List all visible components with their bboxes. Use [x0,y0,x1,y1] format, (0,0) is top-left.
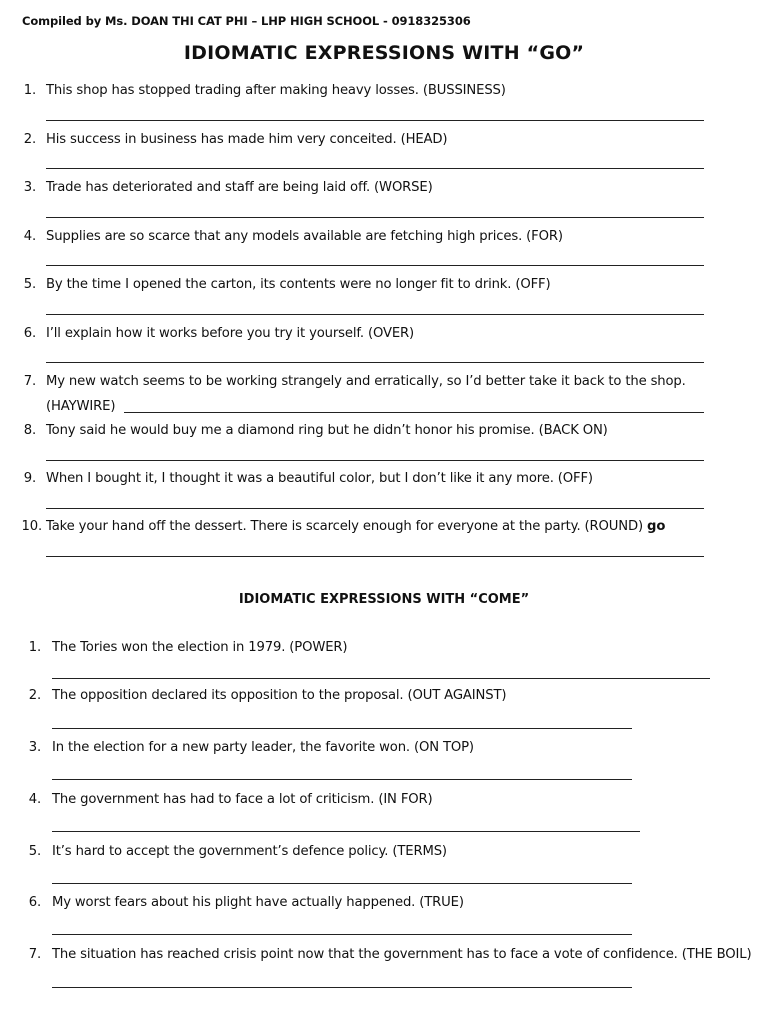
question-text: The government has had to face a lot of criticism. (IN FOR) [52,792,433,807]
answer-line[interactable] [46,362,704,363]
question-number: 10. [21,519,42,534]
question-number: 5. [28,844,41,859]
page-title: IDIOMATIC EXPRESSIONS WITH “GO” [183,42,585,64]
question-number: 4. [23,229,36,244]
question-text: By the time I opened the carton, its contents were no longer fit to drink. (OFF) [46,277,551,292]
question-text: The situation has reached crisis point now that the government has to face a vote of confidence. (THE BOIL) [52,947,752,962]
answer-line[interactable] [52,779,632,780]
question-text: My new watch seems to be working strangely and erratically, so I’d better take it back to the shop. [46,374,686,389]
bold-note: go [647,519,666,534]
question-number: 5. [23,277,36,292]
question-number: 6. [28,895,41,910]
answer-line[interactable] [46,168,704,169]
answer-line[interactable] [52,678,710,679]
answer-line[interactable] [124,412,704,413]
answer-line[interactable] [52,883,632,884]
question-text: His success in business has made him very conceited. (HEAD) [46,132,448,147]
question-continuation: (HAYWIRE) [46,399,116,414]
question-text: The opposition declared its opposition to the proposal. (OUT AGAINST) [52,688,507,703]
answer-line[interactable] [52,831,640,832]
answer-line[interactable] [46,314,704,315]
question-text: I’ll explain how it works before you try it yourself. (OVER) [46,326,415,341]
answer-line[interactable] [52,728,632,729]
answer-line[interactable] [46,120,704,121]
question-text: Tony said he would buy me a diamond ring but he didn’t honor his promise. (BACK ON) [46,423,608,438]
answer-line[interactable] [46,217,704,218]
compiled-by-line: Compiled by Ms. DOAN THI CAT PHI – LHP HIGH SCHOOL - 0918325306 [22,14,471,28]
question-number: 7. [28,947,41,962]
question-number: 4. [28,792,41,807]
question-text-wrap [46,519,665,534]
answer-line[interactable] [46,556,704,557]
question-number: 2. [28,688,41,703]
section-title-come: IDIOMATIC EXPRESSIONS WITH “COME” [238,592,530,607]
question-number: 3. [23,180,36,195]
question-number: 1. [23,83,36,98]
question-text: It’s hard to accept the government’s defence policy. (TERMS) [52,844,447,859]
question-text: When I bought it, I thought it was a beautiful color, but I don’t like it any more. (OFF) [46,471,593,486]
question-text: Trade has deteriorated and staff are being laid off. (WORSE) [46,180,433,195]
answer-line[interactable] [52,934,632,935]
question-text: Supplies are so scarce that any models available are fetching high prices. (FOR) [46,229,563,244]
question-text: This shop has stopped trading after making heavy losses. (BUSSINESS) [46,83,506,98]
question-number: 8. [23,423,36,438]
answer-line[interactable] [46,508,704,509]
question-number: 2. [23,132,36,147]
question-number: 6. [23,326,36,341]
question-text: The Tories won the election in 1979. (POWER) [52,640,348,655]
question-number: 7. [23,374,36,389]
answer-line[interactable] [46,265,704,266]
answer-line[interactable] [46,460,704,461]
question-number: 9. [23,471,36,486]
answer-line[interactable] [52,987,632,988]
question-text: Take your hand off the dessert. There is scarcely enough for everyone at the party. (ROUND) [46,519,643,534]
question-number: 3. [28,740,41,755]
question-number: 1. [28,640,41,655]
question-text: My worst fears about his plight have actually happened. (TRUE) [52,895,464,910]
question-text: In the election for a new party leader, the favorite won. (ON TOP) [52,740,474,755]
